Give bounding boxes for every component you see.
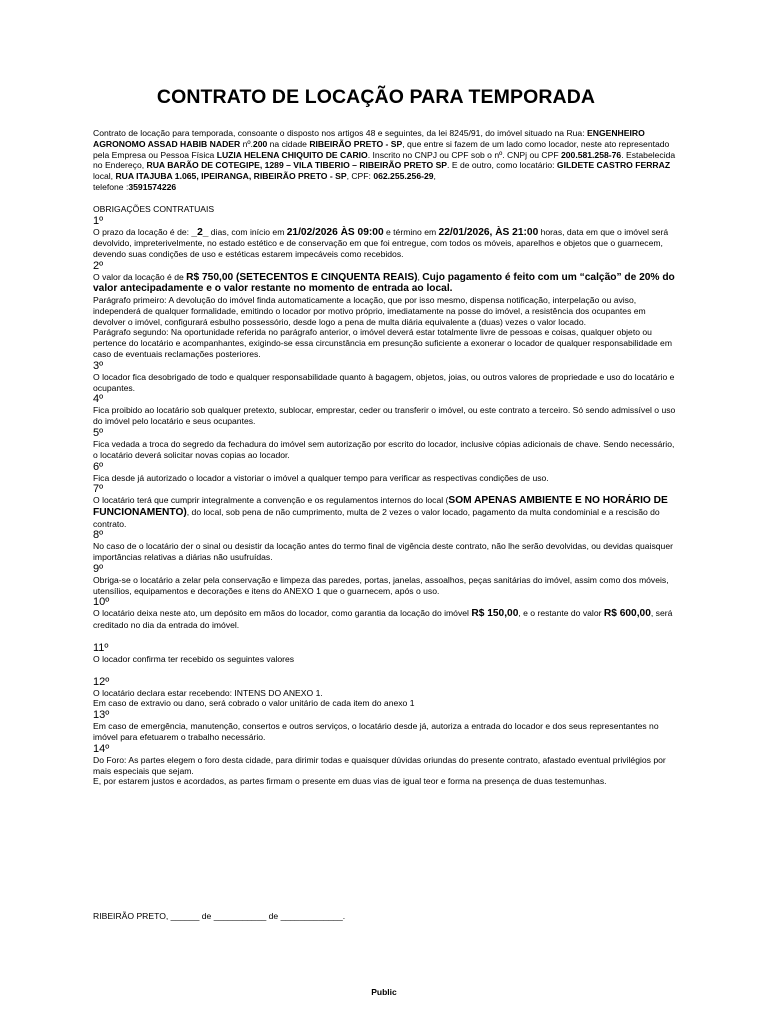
property-street: ENGENHEIRO AGRONOMO ASSAD HABIB NADER [93,128,645,149]
rental-value: R$ 750,00 (SETECENTOS E CINQUENTA REAIS) [186,271,418,283]
clause-5-text: Fica vedada a troca do segredo da fechadura do imóvel sem autorização por escrito do locador, inclusive cópias adicionais de chave. Sendo necessário, o locatário deverá solicitar novas copias ao locador. [93,438,675,460]
phone-label: telefone : [93,181,129,192]
clause-9-text: Obriga-se o locatário a zelar pela conservação e limpeza das paredes, portas, janelas, assoalhos, peças sanitárias do imóvel, assim como dos móveis, utensílios, equipamentos e decorações e itens do ANEXO 1 que o guarnecem, após o uso. [93,574,669,596]
intro-text: , que entre si fazem de um lado como locador, neste ato representado pela Empresa ou Pessoa Física [93,138,670,160]
clause-text: dias, com início em [208,226,287,237]
intro-text: Contrato de locação para temporada, consoante o disposto nos artigos 48 e seguintes, da lei 8245/91, do imóvel situado na Rua: [93,128,587,138]
clause-6-text: Fica desde já autorizado o locador a vistoriar o imóvel a qualquer tempo para verificar as respectivas condições de uso. [93,472,549,483]
payment-terms: Cujo pagamento é feito com um “calção” de 20% do valor antecipadamente e o valor restante no momento de entrada ao local. [93,271,675,295]
paragraph-first: Parágrafo primeiro: A devolução do imóvel finda automaticamente a locação, que por isso mesmo, dispensa notificação, interpelação ou aviso, independerá de qualquer formalidade, emitindo o locador por motivo próprio, imediatamente na posse do imóvel, a resistência dos ocupantes em devolver o imóvel, configurará esbulho possessório, desde logo a pena de multa diária equivalente a (duas) vezes o valor locado. [93,294,646,327]
clause-number: 9º [93,562,104,575]
noise-rule: SOM APENAS AMBIENTE E NO HORÁRIO DE FUNCIONAMENTO) [93,495,668,518]
clause-text: O locatário deixa neste ato, um depósito em mãos do locador, como garantia da locação do imóvel [93,608,472,619]
tenant-cpf: 062.255.256-29 [373,171,434,182]
classification-footer: Public [371,987,397,997]
paragraph-second: Parágrafo segundo: Na oportunidade referida no parágrafo anterior, o imóvel deverá estar totalmente livre de pessoas e coisas, qualquer objeto ou pertence do locatário e acompanhantes, exigindo-se essa circunstância em presunção suficiente a exonerar o locador de qualquer responsabilidade em caso de eventuais reclamações posteriores. [93,327,672,359]
clause-number: 13º [93,709,110,722]
signature-date-line: RIBEIRÃO PRETO, ______ de ___________ de _____________. [93,911,346,921]
clause-7-text [93,495,679,529]
intro-text: . Inscrito no CNPJ ou CPF sob o nº. CNPj ou CPF [367,149,561,160]
clause-text: horas, data em que o imóvel será devolvido, impreterivelmente, no estado estético e de conservação em que foi entregue, com todos os móveis, aparelhos e objetos que o guarnecem, devendo suas condições de uso e estéticas estarem impecáveis como recebidos. [93,226,669,259]
clause-text: , do local, sob pena de não cumprimento, multa de 2 vezes o valor locado, pagamento da multa condominial e a rescisão do contrato. [93,506,660,529]
clause-12-line-2: Em caso de extravio ou dano, será cobrado o valor unitário de cada item do anexo 1 [93,698,415,709]
clause-3-text: O locador fica desobrigado de todo e qualquer responsabilidade quanto à bagagem, objetos, joias, ou outros valores de propriedade e uso do locatário e ocupantes. [93,371,675,393]
clause-number: 7º [93,483,104,496]
intro-text: . Estabelecida no Endereço, [93,149,676,171]
clause-11-text: O locador confirma ter recebido os seguintes valores [93,653,295,664]
clause-8-text: No caso de o locatário der o sinal ou desistir da locação antes do termo final de vigência deste contrato, não lhe serão devolvidas, ou devidas quaisquer importâncias relativas a diárias não usufruídas. [93,541,673,563]
phone-line [93,182,679,193]
tenant-address: RUA ITAJUBA 1.065, IPEIRANGA, RIBEIRÃO PRETO - SP [115,171,347,182]
remaining-value: R$ 600,00 [603,608,651,620]
clause-10-text [93,608,679,630]
clause-number: 3º [93,359,104,372]
clause-number: 5º [93,426,104,439]
document-title: CONTRATO DE LOCAÇÃO PARA TEMPORADA [156,86,596,108]
clause-number: 14º [93,742,110,755]
intro-text: nº. [240,138,253,149]
clause-number: 12º [93,675,110,688]
start-date: 21/02/2026 ÀS 09:00 [286,226,384,238]
obligations-heading: OBRIGAÇÕES CONTRATUAIS [93,203,215,214]
clause-13-text: Em caso de emergência, manutenção, consertos e outros serviços, o locatário desde já, autoriza a entrada do locador e dos seus representantes no imóvel para efetuarem o trabalho necessário. [93,721,659,743]
clause-text: , e o restante do valor [518,608,604,619]
clause-number: 1º [93,214,104,227]
deposit-value: R$ 150,00 [471,608,519,620]
intro-text: , CPF: [346,171,374,182]
phone-number: 3591574226 [128,181,177,192]
clause-number: 10º [93,596,110,609]
rental-days: _2_ [191,226,209,238]
clause-14-line-1: Do Foro: As partes elegem o foro desta cidade, para dirimir todas e quaisquer dúvidas oriundas do presente contrato, afastado eventual privilégios por mais especiais que sejam. [93,754,666,776]
clause-text: O locatário terá que cumprir integralmente a convenção e os regulamentos internos do local ( [93,495,449,506]
property-city: RIBEIRÃO PRETO - SP [309,138,403,149]
clause-12-line-1: O locatário declara estar recebendo: INTENS DO ANEXO 1. [93,687,323,698]
clause-text: O valor da locação é de [93,271,187,282]
clause-text: , [417,271,423,282]
intro-text: . E de outro, como locatário: [447,160,557,171]
clause-number: 6º [93,460,104,473]
clause-number: 11º [93,641,109,654]
landlord-cpf: 200.581.258-76 [560,149,622,160]
property-number: 200 [252,138,268,149]
clause-text: O prazo da locação é de: [93,226,192,237]
intro-text: na cidade [267,138,310,149]
tenant-name: GILDETE CASTRO FERRAZ [556,160,671,171]
landlord-address: RUA BARÃO DE COTEGIPE, 1289 – VILA TIBERIO – RIBEIRÃO PRETO SP [146,160,448,171]
intro-paragraph [93,128,679,182]
clause-4-text: Fica proibido ao locatário sob qualquer pretexto, sublocar, emprestar, ceder ou transferir o imóvel, ou este contrato a terceiro. Só sendo admissível o uso do imóvel pelo locatário e seus ocupantes. [93,405,676,427]
clause-number: 2º [93,259,104,272]
document-body [93,128,679,787]
intro-text: , [433,171,436,182]
clause-text: , será creditado no dia da entrada do imóvel. [93,608,673,631]
clause-1-text [93,227,679,260]
landlord-name: LUZIA HELENA CHIQUITO DE CARIO [216,149,368,160]
clause-number: 8º [93,529,104,542]
intro-text: local, [93,171,116,182]
clause-2-text [93,272,679,295]
end-date: 22/01/2026, ÀS 21:00 [438,226,539,238]
clause-14-line-2: E, por estarem justos e acordados, as partes firmam o presente em duas vias de igual teor e forma na presença de duas testemunhas. [93,776,607,787]
clause-number: 4º [93,393,104,406]
clause-text: e término em [383,226,439,237]
